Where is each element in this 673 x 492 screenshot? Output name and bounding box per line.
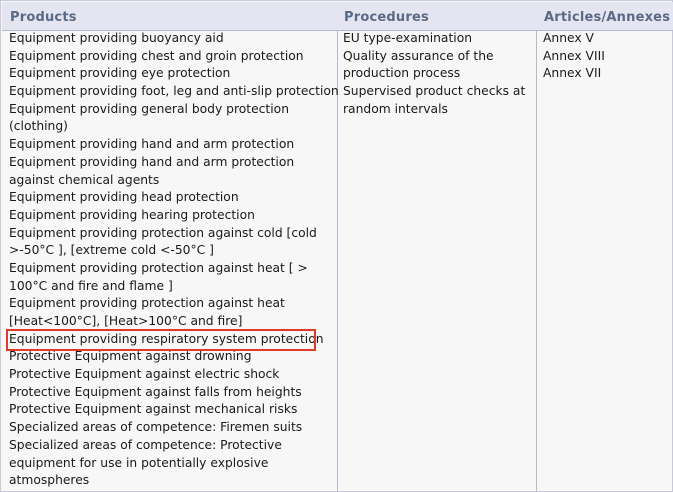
header-products: Products bbox=[10, 10, 77, 25]
product-line-respiratory[interactable]: Equipment providing respiratory system protection bbox=[9, 331, 324, 346]
products-column bbox=[9, 30, 339, 490]
procedure-line: random intervals bbox=[343, 101, 448, 116]
product-line: against chemical agents bbox=[9, 172, 160, 187]
procedures-column bbox=[343, 30, 525, 118]
product-line: Equipment providing hearing protection bbox=[9, 207, 255, 222]
product-line: Equipment providing protection against heat bbox=[9, 296, 285, 311]
product-line: atmospheres bbox=[9, 473, 90, 488]
product-line: Equipment providing chest and groin protection bbox=[9, 48, 304, 63]
product-line: Protective Equipment against electric shock bbox=[9, 367, 280, 382]
annex-line: Annex VIII bbox=[543, 48, 605, 63]
annex-line: Annex VII bbox=[543, 66, 602, 81]
product-line: Specialized areas of competence: Firemen suits bbox=[9, 420, 303, 435]
product-line: >-50°C ], [extreme cold <-50°C ] bbox=[9, 243, 214, 258]
product-line: Equipment providing buoyancy aid bbox=[9, 31, 224, 45]
product-line: Equipment providing head protection bbox=[9, 190, 239, 205]
product-line: Equipment providing hand and arm protection bbox=[9, 154, 295, 169]
procedure-line: Supervised product checks at bbox=[343, 84, 526, 99]
header-procedures: Procedures bbox=[344, 10, 429, 25]
product-line: (clothing) bbox=[9, 119, 68, 134]
product-line: Equipment providing protection against heat [ > bbox=[9, 260, 308, 275]
product-line: Protective Equipment against drowning bbox=[9, 349, 252, 364]
product-line: Protective Equipment against falls from heights bbox=[9, 384, 302, 399]
product-line: Equipment providing foot, leg and anti-slip protection bbox=[9, 84, 339, 99]
procedure-line: Quality assurance of the bbox=[343, 48, 494, 63]
articles-column bbox=[543, 30, 605, 83]
header-articles-annexes: Articles/Annexes bbox=[544, 10, 671, 25]
product-line: Equipment providing hand and arm protection bbox=[9, 137, 295, 152]
table-header bbox=[2, 2, 673, 31]
column-divider bbox=[536, 30, 537, 492]
product-line: Equipment providing general body protection bbox=[9, 101, 289, 116]
product-line: Equipment providing eye protection bbox=[9, 66, 231, 81]
product-line: 100°C and fire and flame ] bbox=[9, 278, 173, 293]
procedure-line: EU type-examination bbox=[343, 31, 473, 45]
highlight-box bbox=[6, 329, 316, 351]
product-line: Specialized areas of competence: Protective bbox=[9, 437, 282, 452]
product-line: [Heat<100°C], [Heat>100°C and fire] bbox=[9, 314, 243, 328]
procedure-line: production process bbox=[343, 66, 461, 81]
product-line: Equipment providing protection against cold [cold bbox=[9, 225, 317, 240]
annex-line: Annex V bbox=[543, 31, 594, 45]
product-line: Protective Equipment against mechanical risks bbox=[9, 402, 298, 417]
product-line: equipment for use in potentially explosive bbox=[9, 455, 269, 470]
